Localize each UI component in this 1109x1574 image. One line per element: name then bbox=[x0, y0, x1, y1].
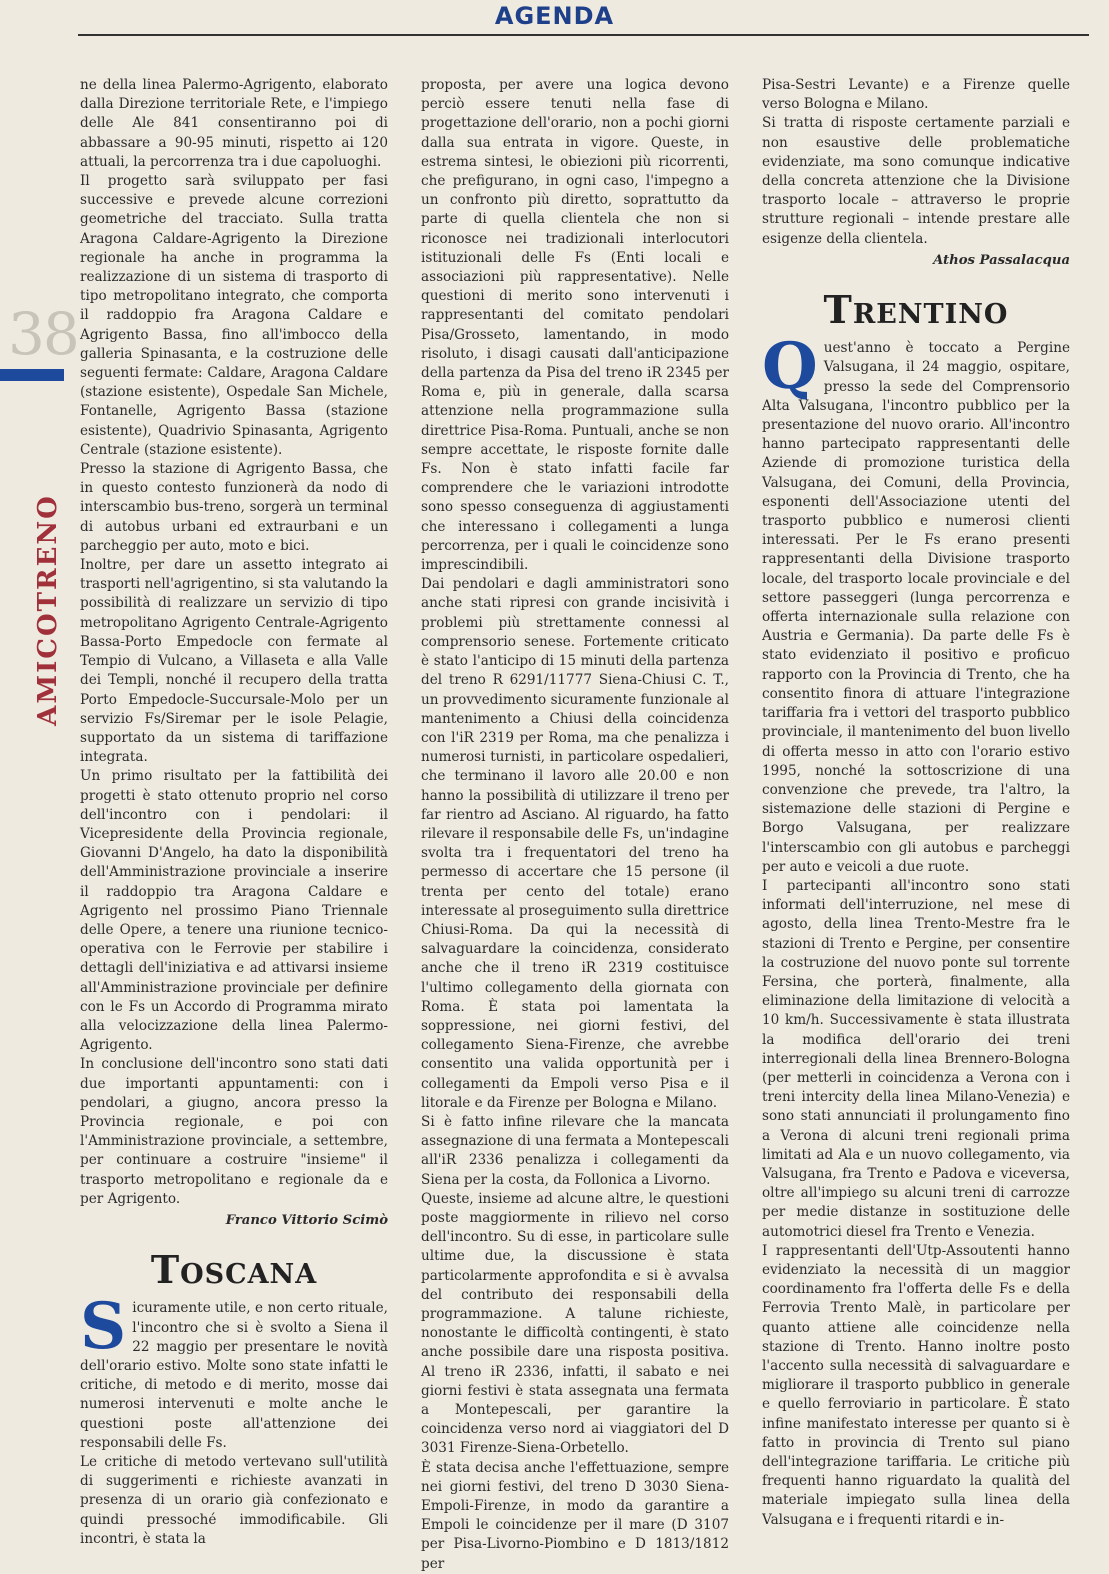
article-column-1 bbox=[80, 76, 388, 1547]
paragraph: Un primo risultato per la fattibilità dei progetti è stato ottenuto proprio nel corso dell'incontro con i pendolari: il Vicepresidente della Provincia regionale, Giovanni D'Angelo, ha dato la disponibilità dell'Amministrazione provinciale a inserire il raddoppio tra Aragona Caldare e Agrigento nel prossimo Piano Triennale delle Opere, a tenere una riunione tecnico-operativa con le Ferrovie per stabilire i dettagli dell'iniziativa e ad attivarsi insieme all'Amministrazione provinciale per definire con le Fs un Accordo di Programma mirato alla velocizzazione della linea Palermo-Agrigento. bbox=[80, 768, 388, 1054]
paragraph: I rappresentanti dell'Utp-Assoutenti hanno evidenziato la necessità di un maggior coordinamento fra l'offerta delle Fs e della Ferrovia Trento Malè, in particolare per quanto attiene alle coincidenze nella stazione di Trento. Hanno inoltre posto l'accento sulla necessità di salvaguardare e migliorare il trasporto pubblico in generale e quello ferroviario in particolare. È stato infine manifestato interesse per quanto si è fatto in provincia di Trento sul piano dell'integrazione tariffaria. Le critiche più frequenti hanno riguardato la qualità del materiale impiegato sulla linea della Valsugana e i frequenti ritardi e in- bbox=[762, 1242, 1070, 1528]
paragraph-text: uest'anno è toccato a Pergine Valsugana, il 24 maggio, ospitare, presso la sede del Comprensorio Alta Valsugana, l'incontro pubblico per la presentazione del nuovo orario. All'incontro hanno partecipato rappresentanti delle Aziende di promozione turistica della Valsugana, dei Comuni, della Provincia, esponenti dell'Associazione utenti del trasporto pubblico e numerosi clienti interessati. Per le Fs erano presenti rappresentanti della Divisione trasporto locale, del trasporto locale provinciale e del settore passeggeri (lunga percorrenza e offerta internazionale sulla relazione con Austria e Germania). Da parte delle Fs è stato evidenziato il positivo e proficuo rapporto con la Provincia di Trento, che ha consentito finora di attuare l'integrazione tariffaria fra i vettori del trasporto pubblico provinciale, il mantenimento del buon livello di offerta messo in atto con l'orario estivo 1995, nonché la sottoscrizione di una convenzione che prevede, tra l'altro, la sistemazione delle stazioni di Pergine e Borgo Valsugana, per realizzare l'interscambio con gli autobus e parcheggi per auto e veicoli a due ruote. bbox=[762, 340, 1070, 875]
drop-cap: Q bbox=[762, 329, 818, 405]
article-column-3 bbox=[762, 76, 1070, 1528]
section-first-paragraph bbox=[762, 329, 1070, 877]
section-first-paragraph bbox=[80, 1289, 388, 1453]
section-title-toscana: Toscana bbox=[150, 1247, 318, 1293]
paragraph: Il progetto sarà sviluppato per fasi successive e prevede alcune correzioni geometriche del tracciato. Sulla tratta Aragona Caldare-Agrigento la Direzione regionale ha anche in programma la realizzazione di un sistema di trasporto di tipo metropolitano integrato, che comporta il raddoppio fra Aragona Caldare e Agrigento Bassa, fino all'imbocco della galleria Spinasanta, e la costruzione delle seguenti fermate: Caldare, Aragona Caldare (stazione esistente), Ospedale San Michele, Fontanelle, Agrigento Bassa (stazione esistente), Quadrivio Spinasanta, Agrigento Centrale (stazione esistente). bbox=[80, 173, 388, 458]
sidebar-accent-bar bbox=[0, 369, 64, 381]
article-column-2 bbox=[421, 76, 729, 1572]
paragraph: Si è fatto infine rilevare che la mancata assegnazione di una fermata a Montepescali all'iR 2336 penalizza i collegamenti da Siena per la costa, da Follonica a Livorno. bbox=[421, 1113, 729, 1188]
paragraph: Inoltre, per dare un assetto integrato ai trasporti nell'agrigentino, si sta valutando la possibilità di realizzare un servizio di tipo metropolitano Agrigento Centrale-Agrigento Bassa-Porto Empedocle con fermate al Tempio di Vulcano, a Villaseta e alla Valle dei Templi, nonché il recupero della tratta Porto Empedocle-Succursale-Molo per un servizio Fs/Siremar per le isole Pelagie, supportato da un sistema di tariffazione integrata. bbox=[80, 557, 388, 766]
section-title-trentino: Trentino bbox=[823, 287, 1009, 333]
paragraph: Dai pendolari e dagli amministratori sono anche stati ripresi con grande incisività i problemi più strettamente connessi al comprensorio senese. Fortemente criticato è stato l'anticipo di 15 minuti della partenza del treno R 6291/11777 Siena-Chiusi C. T., un provvedimento sicuramente funzionale al mantenimento a Chiusi della coincidenza con l'iR 2319 per Roma, ma che penalizza i numerosi turnisti, in particolare ospedalieri, che terminano il lavoro alle 20.00 e non hanno la possibilità di utilizzare il treno per far rientro ad Asciano. Al riguardo, ha fatto rilevare il responsabile delle Fs, un'indagine svolta tra i frequentatori del treno ha permesso di accertare che 15 persone (il trenta per cento del totale) erano interessate al proseguimento sulla direttrice Chiusi-Roma. Da qui la necessità di salvaguardare la coincidenza, considerato anche che il treno iR 2319 costituisce l'ultimo collegamento della giornata con Roma. È stata poi lamentata la soppressione, nei giorni festivi, del collegamento Siena-Firenze, che avrebbe consentito una valida opportunità per i collegamenti da Empoli verso Pisa e il litorale e da Firenze per Bologna e Milano. bbox=[421, 576, 729, 1111]
header-rule bbox=[78, 34, 1089, 36]
author-signature: Athos Passalacqua bbox=[933, 252, 1070, 268]
paragraph: Queste, insieme ad alcune altre, le questioni poste maggiormente in rilievo nel corso dell'incontro. Su di esse, in particolare sulle ultime due, la discussione è stata particolarmente approfondita e si è avvalsa del contributo dei responsabili della programmazione. A talune richieste, nonostante le difficoltà contingenti, è stato anche possibile dare una risposta positiva. Al treno iR 2336, infatti, il sabato e nei giorni festivi è stata assegnata una fermata a Montepescali, per garantire la coincidenza verso nord ai viaggiatori del D 3031 Firenze-Siena-Orbetello. bbox=[421, 1190, 729, 1457]
paragraph-text: icuramente utile, e non certo rituale, l'incontro che si è svolto a Siena il 22 maggio per presentare le novità dell'orario estivo. Molte sono state infatti le critiche, di metodo e di merito, mosse dai numerosi intervenuti e molte anche le questioni poste all'attenzione dei responsabili delle Fs. bbox=[80, 1300, 388, 1451]
paragraph: I partecipanti all'incontro sono stati informati dell'interruzione, nel mese di agosto, della linea Trento-Mestre fra le stazioni di Trento e Pergine, per consentire la costruzione del nuovo ponte sul torrente Fersina, che porterà, finalmente, alla eliminazione della limitazione di velocità a 10 km/h. Successivamente è stata illustrata la modifica dell'orario dei treni interregionali della linea Brennero-Bologna (per metterli in coincidenza a Verona con i treni intercity della linea Milano-Venezia) e sono stati annunciati il prolungamento fino a Verona di alcuni treni regionali prima limitati ad Ala e un nuovo collegamento, via Valsugana, fra Trento e Padova e viceversa, oltre all'impiego su alcuni treni di carrozze per medie distanze in sostituzione delle automotrici diesel fra Trento e Venezia. bbox=[762, 877, 1070, 1240]
paragraph: In conclusione dell'incontro sono stati dati due importanti appuntamenti: con i pendolari, a giugno, ancora presso la Provincia regionale, e poi con l'Amministrazione provinciale, a settembre, per continuare a costruire "insieme" il trasporto metropolitano e regionale da e per Agrigento. bbox=[80, 1056, 388, 1207]
paragraph: ne della linea Palermo-Agrigento, elaborato dalla Direzione territoriale Rete, e l'impiego delle Ale 841 consentiranno poi di abbassare a 90-95 minuti, rispetto ai 120 attuali, la percorrenza tra i due capoluoghi. bbox=[80, 77, 388, 170]
paragraph: proposta, per avere una logica devono perciò essere tenuti nella fase di progettazione dell'orario, non a pochi giorni dalla sua entrata in vigore. Queste, in estrema sintesi, le obiezioni più ricorrenti, che prefigurano, in ogni caso, l'impegno a un confronto più diretto, soprattutto da parte di quella clientela che non si riconosce nei tradizionali interlocutori istituzionali delle Fs (Enti locali e associazioni più rappresentative). Nelle questioni di merito sono intervenuti i rappresentanti del comitato pendolari Pisa/Grosseto, lamentando, in modo risoluto, i disagi causati dall'anticipazione della partenza da Pisa del treno iR 2345 per Roma e, più in generale, dalla scarsa attenzione nella programmazione sulla direttrice Pisa-Roma. Puntuali, anche se non sempre accettate, le risposte fornite dalle Fs. Non è stato infatti facile far comprendere che le variazioni introdotte sono spesso conseguenza di aggiustamenti che interessano i collegamenti a lunga percorrenza, per i quali le coincidenze sono imprescindibili. bbox=[421, 77, 729, 574]
drop-cap: S bbox=[80, 1289, 127, 1365]
page-number: 38 bbox=[8, 300, 78, 368]
paragraph: Presso la stazione di Agrigento Bassa, che in questo contesto funzionerà da nodo di interscambio bus-treno, sorgerà un terminal di autobus urbani ed extraurbani e un parcheggio per auto, moto e bici. bbox=[80, 461, 388, 554]
section-header-title: AGENDA bbox=[494, 2, 615, 30]
author-signature: Franco Vittorio Scimò bbox=[225, 1212, 388, 1228]
paragraph: Pisa-Sestri Levante) e a Firenze quelle verso Bologna e Milano. bbox=[762, 77, 1070, 113]
magazine-masthead: AMICOTRENO bbox=[33, 494, 63, 726]
paragraph: Si tratta di risposte certamente parziali e non esaustive delle problematiche evidenziate, ma sono comunque indicative della concreta attenzione che la Divisione trasporto locale – attraverso le proprie strutture regionali – intende prestare alle esigenze della clientela. bbox=[762, 115, 1070, 247]
paragraph: È stata decisa anche l'effettuazione, sempre nei giorni festivi, del treno D 3030 Siena-Empoli-Firenze, in modo da garantire a Empoli le coincidenze per il mare (D 3107 per Pisa-Livorno-Piombino e D 1813/1812 per bbox=[421, 1459, 729, 1572]
paragraph: Le critiche di metodo vertevano sull'utilità di suggerimenti e richieste avanzati in presenza di un orario già confezionato e quindi pressoché immodificabile. Gli incontri, è stata la bbox=[80, 1454, 388, 1547]
